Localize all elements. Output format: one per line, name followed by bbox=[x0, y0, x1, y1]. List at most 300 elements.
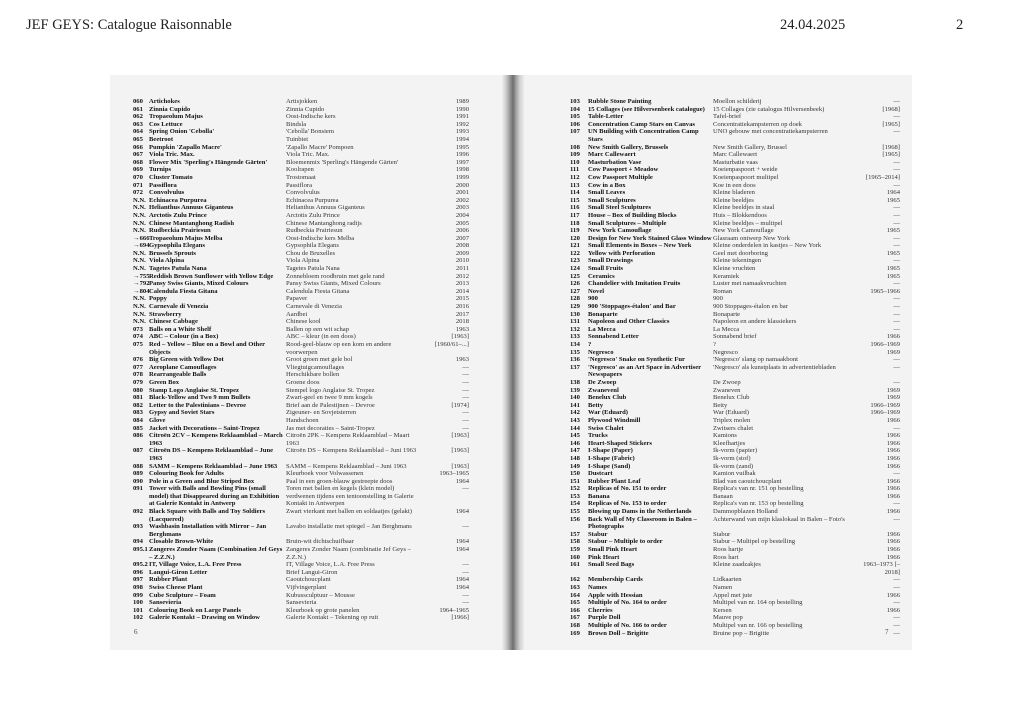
title-dutch: Kleine beeldjes bbox=[713, 196, 754, 204]
year: — bbox=[893, 166, 900, 174]
year: — bbox=[893, 257, 900, 265]
catalogue-number: 109 bbox=[570, 151, 580, 159]
title-english: Rudbeckia Prairiesun bbox=[149, 227, 211, 235]
catalogue-entry bbox=[570, 273, 900, 281]
year: — bbox=[893, 318, 900, 326]
catalogue-number: 161 bbox=[570, 561, 580, 569]
year: — bbox=[893, 158, 900, 166]
title-english: ? bbox=[588, 341, 592, 348]
title-english: Trucks bbox=[588, 432, 608, 440]
title-dutch: ? bbox=[713, 341, 716, 348]
catalogue-entry bbox=[133, 212, 469, 220]
catalogue-entry bbox=[570, 576, 900, 584]
title-dutch: New York Camouflage bbox=[713, 227, 774, 235]
title-english: Black Square with Balls and Toy Soldiers (Lacquered) bbox=[149, 508, 266, 523]
year: — bbox=[893, 424, 900, 432]
title-english: Rubber Plant bbox=[149, 576, 188, 584]
catalogue-number: N.N. bbox=[133, 219, 146, 227]
catalogue-entry bbox=[133, 174, 469, 182]
catalogue-entry bbox=[570, 402, 900, 410]
catalogue-entry bbox=[133, 326, 469, 334]
title-english: Poppy bbox=[149, 295, 167, 303]
year: 1965–1966 bbox=[870, 287, 900, 295]
title-english: Strawberry bbox=[149, 310, 182, 318]
title-dutch: Zinnia Cupido bbox=[286, 105, 325, 113]
catalogue-number: 111 bbox=[570, 166, 580, 174]
title-dutch: Negresco bbox=[713, 348, 738, 356]
title-english: 900 'Stoppages-étalon' and Bar bbox=[588, 303, 676, 311]
year: 1965 bbox=[886, 265, 900, 273]
title-english: Names bbox=[588, 584, 608, 591]
title-dutch: Glasraam ontwerp New York bbox=[713, 234, 790, 242]
year: 1963–1973 [–2018] bbox=[863, 561, 900, 576]
year: 1966 bbox=[886, 591, 900, 599]
catalogue-number: 163 bbox=[570, 584, 580, 591]
title-english: Multiple of No. 164 to order bbox=[588, 599, 667, 607]
catalogue-entry bbox=[570, 417, 900, 425]
catalogue-number: 130 bbox=[570, 310, 580, 318]
title-dutch: Ik-vorm (stof) bbox=[713, 454, 751, 462]
catalogue-number: 144 bbox=[570, 424, 580, 432]
title-english: Novel bbox=[588, 287, 605, 295]
catalogue-number: 142 bbox=[570, 409, 580, 417]
catalogue-number: 169 bbox=[570, 629, 580, 637]
catalogue-entry bbox=[133, 463, 469, 471]
title-dutch: Kersen bbox=[713, 606, 732, 614]
catalogue-number: N.N. bbox=[133, 211, 146, 219]
catalogue-entry bbox=[133, 561, 469, 569]
catalogue-number: 159 bbox=[570, 546, 580, 554]
catalogue-number: 132 bbox=[570, 325, 580, 333]
title-english: Cow Passport Multiple bbox=[588, 173, 653, 181]
catalogue-entry bbox=[570, 326, 900, 334]
title-dutch: Roos hart bbox=[713, 553, 739, 561]
catalogue-entry bbox=[133, 280, 469, 288]
catalogue-number: 162 bbox=[570, 576, 580, 584]
title-english: Helianthus Annuus Giganteus bbox=[149, 204, 234, 212]
title-english: Negresco bbox=[588, 348, 614, 356]
catalogue-entry bbox=[570, 432, 900, 440]
title-english: La Mecca bbox=[588, 325, 616, 333]
title-english: Small Seed Bags bbox=[588, 561, 635, 569]
title-dutch: Replica's van nr. 151 op bestelling bbox=[713, 485, 804, 493]
catalogue-number: 095.2 bbox=[133, 561, 148, 569]
catalogue-entry bbox=[570, 516, 900, 531]
title-english: Citroën 2CV – Kempens Reklaamblad – March 1963 bbox=[149, 432, 283, 447]
catalogue-number: 063 bbox=[133, 120, 143, 128]
title-english: Ceramics bbox=[588, 272, 615, 280]
catalogue-number: 133 bbox=[570, 333, 580, 341]
year: — bbox=[893, 113, 900, 121]
left-page-folio: 6 bbox=[134, 628, 138, 636]
title-dutch: Zwart vierkant met ballen en soldaatjes (gelakt) bbox=[286, 508, 412, 516]
title-dutch: Kleine tekeningen bbox=[713, 257, 762, 265]
catalogue-number: 069 bbox=[133, 166, 143, 174]
title-dutch: Rudbeckia Prairiesun bbox=[286, 227, 343, 235]
catalogue-number: 088 bbox=[133, 462, 143, 470]
title-dutch: Lavabo installatie met spiegel – Jan Berghmans bbox=[286, 523, 412, 531]
catalogue-number: 118 bbox=[570, 219, 580, 227]
year: — bbox=[893, 234, 900, 242]
catalogue-number: 135 bbox=[570, 348, 580, 356]
catalogue-entry bbox=[570, 113, 900, 121]
catalogue-entry bbox=[133, 121, 469, 129]
title-english: Black-Yellow and Two 9 mm Bullets bbox=[149, 394, 251, 402]
title-english: Banana bbox=[588, 492, 610, 500]
title-dutch: Huis – Blokkendoos bbox=[713, 211, 767, 219]
title-english: I-Shape (Paper) bbox=[588, 447, 633, 455]
year: — bbox=[893, 629, 900, 637]
catalogue-number: 138 bbox=[570, 378, 580, 386]
title-english: Glove bbox=[149, 416, 166, 424]
title-dutch: Groot groen met gele bol bbox=[286, 356, 353, 364]
title-dutch: Caoutchoucplant bbox=[286, 576, 331, 584]
catalogue-entry bbox=[570, 493, 900, 501]
catalogue-entry bbox=[133, 113, 469, 121]
left-page-catalogue-list bbox=[133, 98, 469, 622]
title-dutch: Passiflora bbox=[286, 181, 313, 189]
catalogue-number: 114 bbox=[570, 189, 580, 197]
title-dutch: Papaver bbox=[286, 295, 308, 303]
catalogue-entry bbox=[133, 394, 469, 402]
title-dutch: Herschikbare bollen bbox=[286, 371, 340, 379]
year: 1969 bbox=[886, 394, 900, 402]
catalogue-number: 078 bbox=[133, 371, 143, 379]
year: 2012 bbox=[455, 272, 469, 280]
year: 1991 bbox=[455, 113, 469, 121]
catalogue-number: 083 bbox=[133, 409, 143, 417]
title-english: Cow in a Box bbox=[588, 181, 626, 189]
catalogue-number: N.N. bbox=[133, 265, 146, 273]
catalogue-number: 158 bbox=[570, 538, 580, 546]
catalogue-entry bbox=[570, 159, 900, 167]
year: — bbox=[893, 310, 900, 318]
title-dutch: Kamion vuilbak bbox=[713, 470, 756, 478]
year: — bbox=[893, 211, 900, 219]
title-dutch: Keramiek bbox=[713, 272, 739, 280]
title-english: Spring Onion 'Cebolla' bbox=[149, 128, 215, 136]
year: 1966 bbox=[886, 546, 900, 554]
title-english: Small Leaves bbox=[588, 189, 626, 197]
catalogue-number: 156 bbox=[570, 515, 580, 523]
title-english: Replicas of No. 151 to order bbox=[588, 485, 667, 493]
year: — bbox=[462, 591, 469, 599]
title-english: Plywood Windmill bbox=[588, 416, 641, 424]
year: — bbox=[893, 98, 900, 105]
catalogue-entry bbox=[133, 151, 469, 159]
year: 1966 bbox=[886, 447, 900, 455]
title-dutch: Marc Callewaert bbox=[713, 151, 758, 159]
title-dutch: Brief aan de Palestijnen – Devroe bbox=[286, 401, 375, 409]
catalogue-entry bbox=[133, 607, 469, 615]
catalogue-entry bbox=[570, 599, 900, 607]
catalogue-entry bbox=[133, 235, 469, 243]
catalogue-entry bbox=[133, 546, 469, 561]
year: [1965] bbox=[882, 151, 900, 159]
catalogue-entry bbox=[133, 227, 469, 235]
title-english: Viola Alpina bbox=[149, 257, 185, 265]
catalogue-entry bbox=[133, 417, 469, 425]
catalogue-entry bbox=[133, 159, 469, 167]
catalogue-entry bbox=[570, 561, 900, 576]
title-dutch: De Zwoep bbox=[713, 378, 741, 386]
title-dutch: Multipel van nr. 164 op bestelling bbox=[713, 599, 803, 607]
title-dutch: Gypsophila Elegans bbox=[286, 242, 339, 250]
catalogue-number: 153 bbox=[570, 492, 580, 500]
title-english: Betty bbox=[588, 401, 604, 409]
title-english: Small Elements in Boxes – New York bbox=[588, 242, 692, 250]
catalogue-entry bbox=[133, 242, 469, 250]
title-english: Turnips bbox=[149, 166, 172, 174]
title-dutch: Ik-vorm (papier) bbox=[713, 447, 758, 455]
catalogue-number: 112 bbox=[570, 173, 580, 181]
year: [1963] bbox=[451, 432, 469, 440]
title-english: Concentration Camp Stars on Canvas bbox=[588, 120, 695, 128]
title-english: Chinese Mantanghong Radish bbox=[149, 219, 235, 227]
title-dutch: Sonnabend brief bbox=[713, 333, 757, 341]
catalogue-number: 127 bbox=[570, 287, 580, 295]
year: — bbox=[462, 523, 469, 531]
catalogue-entry bbox=[133, 599, 469, 607]
title-english: Colouring Book on Large Panels bbox=[149, 606, 241, 614]
catalogue-entry bbox=[133, 128, 469, 136]
title-dutch: Zwitsers chalet bbox=[713, 424, 754, 432]
catalogue-number: 150 bbox=[570, 470, 580, 478]
title-english: Rubble Stone Painting bbox=[588, 98, 652, 105]
year: 2010 bbox=[455, 257, 469, 265]
catalogue-number: 149 bbox=[570, 462, 580, 470]
year: 2007 bbox=[455, 234, 469, 242]
title-dutch: Roos hartje bbox=[713, 546, 744, 554]
catalogue-entry bbox=[133, 182, 469, 190]
title-dutch: Bruin-wit dichtschuifbaar bbox=[286, 538, 354, 546]
title-dutch: Achterwand van mijn klaslokaal in Balen – Foto's bbox=[713, 515, 845, 523]
catalogue-entry bbox=[133, 584, 469, 592]
title-english: Jacket with Decorations – Saint-Tropez bbox=[149, 424, 260, 432]
year: 1966–1969 bbox=[870, 409, 900, 417]
title-dutch: Toren met ballen en kegels (klein model) verdwenen tijdens een tentoonstelling in Galerie Kontakt in Antwerpen bbox=[286, 485, 414, 508]
catalogue-entry bbox=[570, 151, 900, 159]
title-english: Purple Doll bbox=[588, 614, 621, 622]
title-english: De Zwoep bbox=[588, 378, 617, 386]
year: 2000 bbox=[455, 181, 469, 189]
catalogue-number: 139 bbox=[570, 386, 580, 394]
title-english: 'Negresco' as an Art Space in Advertiser Newspapers bbox=[588, 363, 701, 379]
catalogue-entry bbox=[133, 485, 469, 508]
catalogue-number: 089 bbox=[133, 470, 143, 478]
title-dutch: Groene doos bbox=[286, 378, 320, 386]
catalogue-number: 152 bbox=[570, 485, 580, 493]
title-dutch: Handschoen bbox=[286, 416, 319, 424]
catalogue-number: N.N. bbox=[133, 257, 146, 265]
year: 2011 bbox=[456, 265, 469, 273]
title-english: Tropaeolum Majus bbox=[149, 113, 203, 121]
title-english: Washbasin Installation with Mirror – Jan Berghmans bbox=[149, 523, 267, 538]
catalogue-entry bbox=[570, 463, 900, 471]
catalogue-number: 103 bbox=[570, 98, 580, 105]
title-english: Artichokes bbox=[149, 98, 180, 105]
title-english: Zangeres Zonder Naam (Combination Jef Geys – Z.Z.N.) bbox=[149, 546, 283, 561]
catalogue-entry bbox=[133, 364, 469, 372]
title-dutch: Blad van caoutchoucplant bbox=[713, 477, 782, 485]
catalogue-number: 143 bbox=[570, 416, 580, 424]
title-dutch: Artisjokken bbox=[286, 98, 318, 105]
title-english: Bonaparte bbox=[588, 310, 618, 318]
catalogue-entry bbox=[570, 364, 900, 379]
catalogue-number: 129 bbox=[570, 303, 580, 311]
year: — bbox=[893, 303, 900, 311]
catalogue-number: 166 bbox=[570, 606, 580, 614]
year: 1989 bbox=[455, 98, 469, 105]
catalogue-entry bbox=[570, 257, 900, 265]
title-english: Galerie Kontakt – Drawing on Window bbox=[149, 614, 260, 622]
catalogue-number: 092 bbox=[133, 508, 143, 516]
catalogue-entry bbox=[570, 166, 900, 174]
title-english: Multiple of No. 166 to order bbox=[588, 621, 667, 629]
title-dutch: Rood-geel-blauw op een kom en andere voorwerpen bbox=[286, 341, 392, 356]
catalogue-number: 147 bbox=[570, 447, 580, 455]
title-english: Rearrangeable Balls bbox=[149, 371, 207, 379]
year: — bbox=[462, 363, 469, 371]
catalogue-number: 168 bbox=[570, 621, 580, 629]
title-dutch: Zonnebloem roodbruin met gele rand bbox=[286, 272, 385, 280]
book-spine bbox=[502, 75, 524, 650]
catalogue-entry bbox=[133, 189, 469, 197]
right-page-catalogue-list bbox=[570, 98, 900, 637]
year: 1963 bbox=[455, 325, 469, 333]
year: 1966 bbox=[886, 492, 900, 500]
title-dutch: Kamions bbox=[713, 432, 737, 440]
title-dutch: IT, Village Voice, L.A. Free Press bbox=[286, 561, 375, 569]
catalogue-number: 155 bbox=[570, 508, 580, 516]
right-page-folio: 7 bbox=[885, 628, 889, 636]
catalogue-entry bbox=[570, 584, 900, 592]
title-dutch: Bloemenmix 'Sperling's Hängende Gärten' bbox=[286, 158, 399, 166]
title-english: 900 bbox=[588, 295, 598, 303]
year: [1963] bbox=[451, 462, 469, 470]
catalogue-entry bbox=[570, 500, 900, 508]
catalogue-number: 137 bbox=[570, 363, 580, 371]
year: 1966 bbox=[886, 553, 900, 561]
year: 1965 bbox=[886, 196, 900, 204]
title-english: Red – Yellow – Blue on a Bowl and Other Objects bbox=[149, 341, 265, 356]
title-english: Pole in a Green and Blue Striped Box bbox=[149, 477, 255, 485]
title-english: Heart-Shaped Stickers bbox=[588, 439, 652, 447]
title-english: Sansevieria bbox=[149, 599, 182, 607]
title-dutch: Stabur bbox=[713, 530, 731, 538]
year: — bbox=[893, 584, 900, 591]
catalogue-number: 126 bbox=[570, 280, 580, 288]
title-dutch: Citroën 2PK – Kempens Reklaamblad – Maart 1963 bbox=[286, 432, 410, 447]
catalogue-number: 164 bbox=[570, 591, 580, 599]
title-dutch: Kleine onderdelen in kastjes – New York bbox=[713, 242, 822, 250]
catalogue-number: 115 bbox=[570, 196, 580, 204]
catalogue-number: N.N. bbox=[133, 310, 146, 318]
year: 1994 bbox=[455, 135, 469, 143]
title-english: Letter to the Palestinians – Devroe bbox=[149, 401, 246, 409]
title-dutch: Napoleon en andere klassiekers bbox=[713, 318, 797, 326]
title-dutch: ABC – kleur (in een doos) bbox=[286, 333, 356, 341]
catalogue-number: 072 bbox=[133, 189, 143, 197]
year: 1966 bbox=[886, 538, 900, 546]
title-english: Swiss Chalet bbox=[588, 424, 624, 432]
title-dutch: Zangeres Zonder Naam (combinatie Jef Geys – Z.Z.N.) bbox=[286, 546, 411, 561]
title-dutch: Viola Tric. Max. bbox=[286, 151, 330, 159]
catalogue-entry bbox=[570, 280, 900, 288]
year: — bbox=[893, 621, 900, 629]
year: 1966 bbox=[886, 416, 900, 424]
catalogue-entry bbox=[570, 387, 900, 395]
year: 2013 bbox=[455, 280, 469, 288]
title-dutch: Bindsla bbox=[286, 120, 307, 128]
year: — bbox=[893, 295, 900, 303]
title-dutch: Tafel-brief bbox=[713, 113, 742, 121]
title-dutch: Echinacea Purpurea bbox=[286, 196, 339, 204]
catalogue-number: 141 bbox=[570, 401, 580, 409]
catalogue-entry bbox=[570, 204, 900, 212]
title-dutch: Viola Alpina bbox=[286, 257, 320, 265]
catalogue-number: N.N. bbox=[133, 318, 146, 326]
year: 1964 bbox=[455, 576, 469, 584]
title-english: Balls on a White Shelf bbox=[149, 325, 212, 333]
title-english: Brussels Sprouts bbox=[149, 249, 196, 257]
year: 1964 bbox=[455, 508, 469, 516]
year: 2006 bbox=[455, 227, 469, 235]
title-dutch: Trostomaat bbox=[286, 173, 316, 181]
catalogue-entry bbox=[570, 531, 900, 539]
title-dutch: Ballen op een wit schap bbox=[286, 325, 349, 333]
year: 2008 bbox=[455, 242, 469, 250]
title-dutch: Zigeuner- en Sovjetsterren bbox=[286, 409, 357, 417]
catalogue-number: 154 bbox=[570, 500, 580, 508]
title-english: Replicas of No. 153 to order bbox=[588, 500, 667, 508]
catalogue-number: 106 bbox=[570, 120, 580, 128]
catalogue-number: 131 bbox=[570, 318, 580, 326]
catalogue-entry bbox=[570, 242, 900, 250]
title-dutch: Benelux Club bbox=[713, 394, 750, 402]
year: 2017 bbox=[455, 310, 469, 318]
catalogue-entry bbox=[133, 333, 469, 341]
catalogue-number: 128 bbox=[570, 295, 580, 303]
year: 2016 bbox=[455, 303, 469, 311]
title-english: Stabur – Multiple to order bbox=[588, 538, 663, 546]
catalogue-entry bbox=[570, 622, 900, 630]
title-dutch: Jas met decoraties – Saint-Tropez bbox=[286, 424, 375, 432]
year: — bbox=[462, 371, 469, 379]
catalogue-number: 065 bbox=[133, 135, 143, 143]
catalogue-entry bbox=[570, 311, 900, 319]
title-dutch: New Smith Gallery, Brussel bbox=[713, 143, 787, 151]
year: — bbox=[893, 363, 900, 371]
catalogue-number: 086 bbox=[133, 432, 143, 440]
year: 1966–1969 bbox=[870, 401, 900, 409]
year: 2009 bbox=[455, 249, 469, 257]
catalogue-entry bbox=[570, 144, 900, 152]
year: [1974] bbox=[451, 401, 469, 409]
catalogue-number: →755 bbox=[133, 272, 150, 280]
year: — bbox=[462, 394, 469, 402]
catalogue-entry bbox=[133, 478, 469, 486]
catalogue-number: →792 bbox=[133, 280, 150, 288]
catalogue-number: N.N. bbox=[133, 196, 146, 204]
catalogue-entry bbox=[133, 387, 469, 395]
title-dutch: Chou de Bruxelles bbox=[286, 249, 336, 257]
title-english: Big Green with Yellow Dot bbox=[149, 356, 224, 364]
title-english: Green Box bbox=[149, 378, 180, 386]
year: 1964 bbox=[455, 477, 469, 485]
title-english: Beetroot bbox=[149, 135, 174, 143]
year: — bbox=[462, 409, 469, 417]
